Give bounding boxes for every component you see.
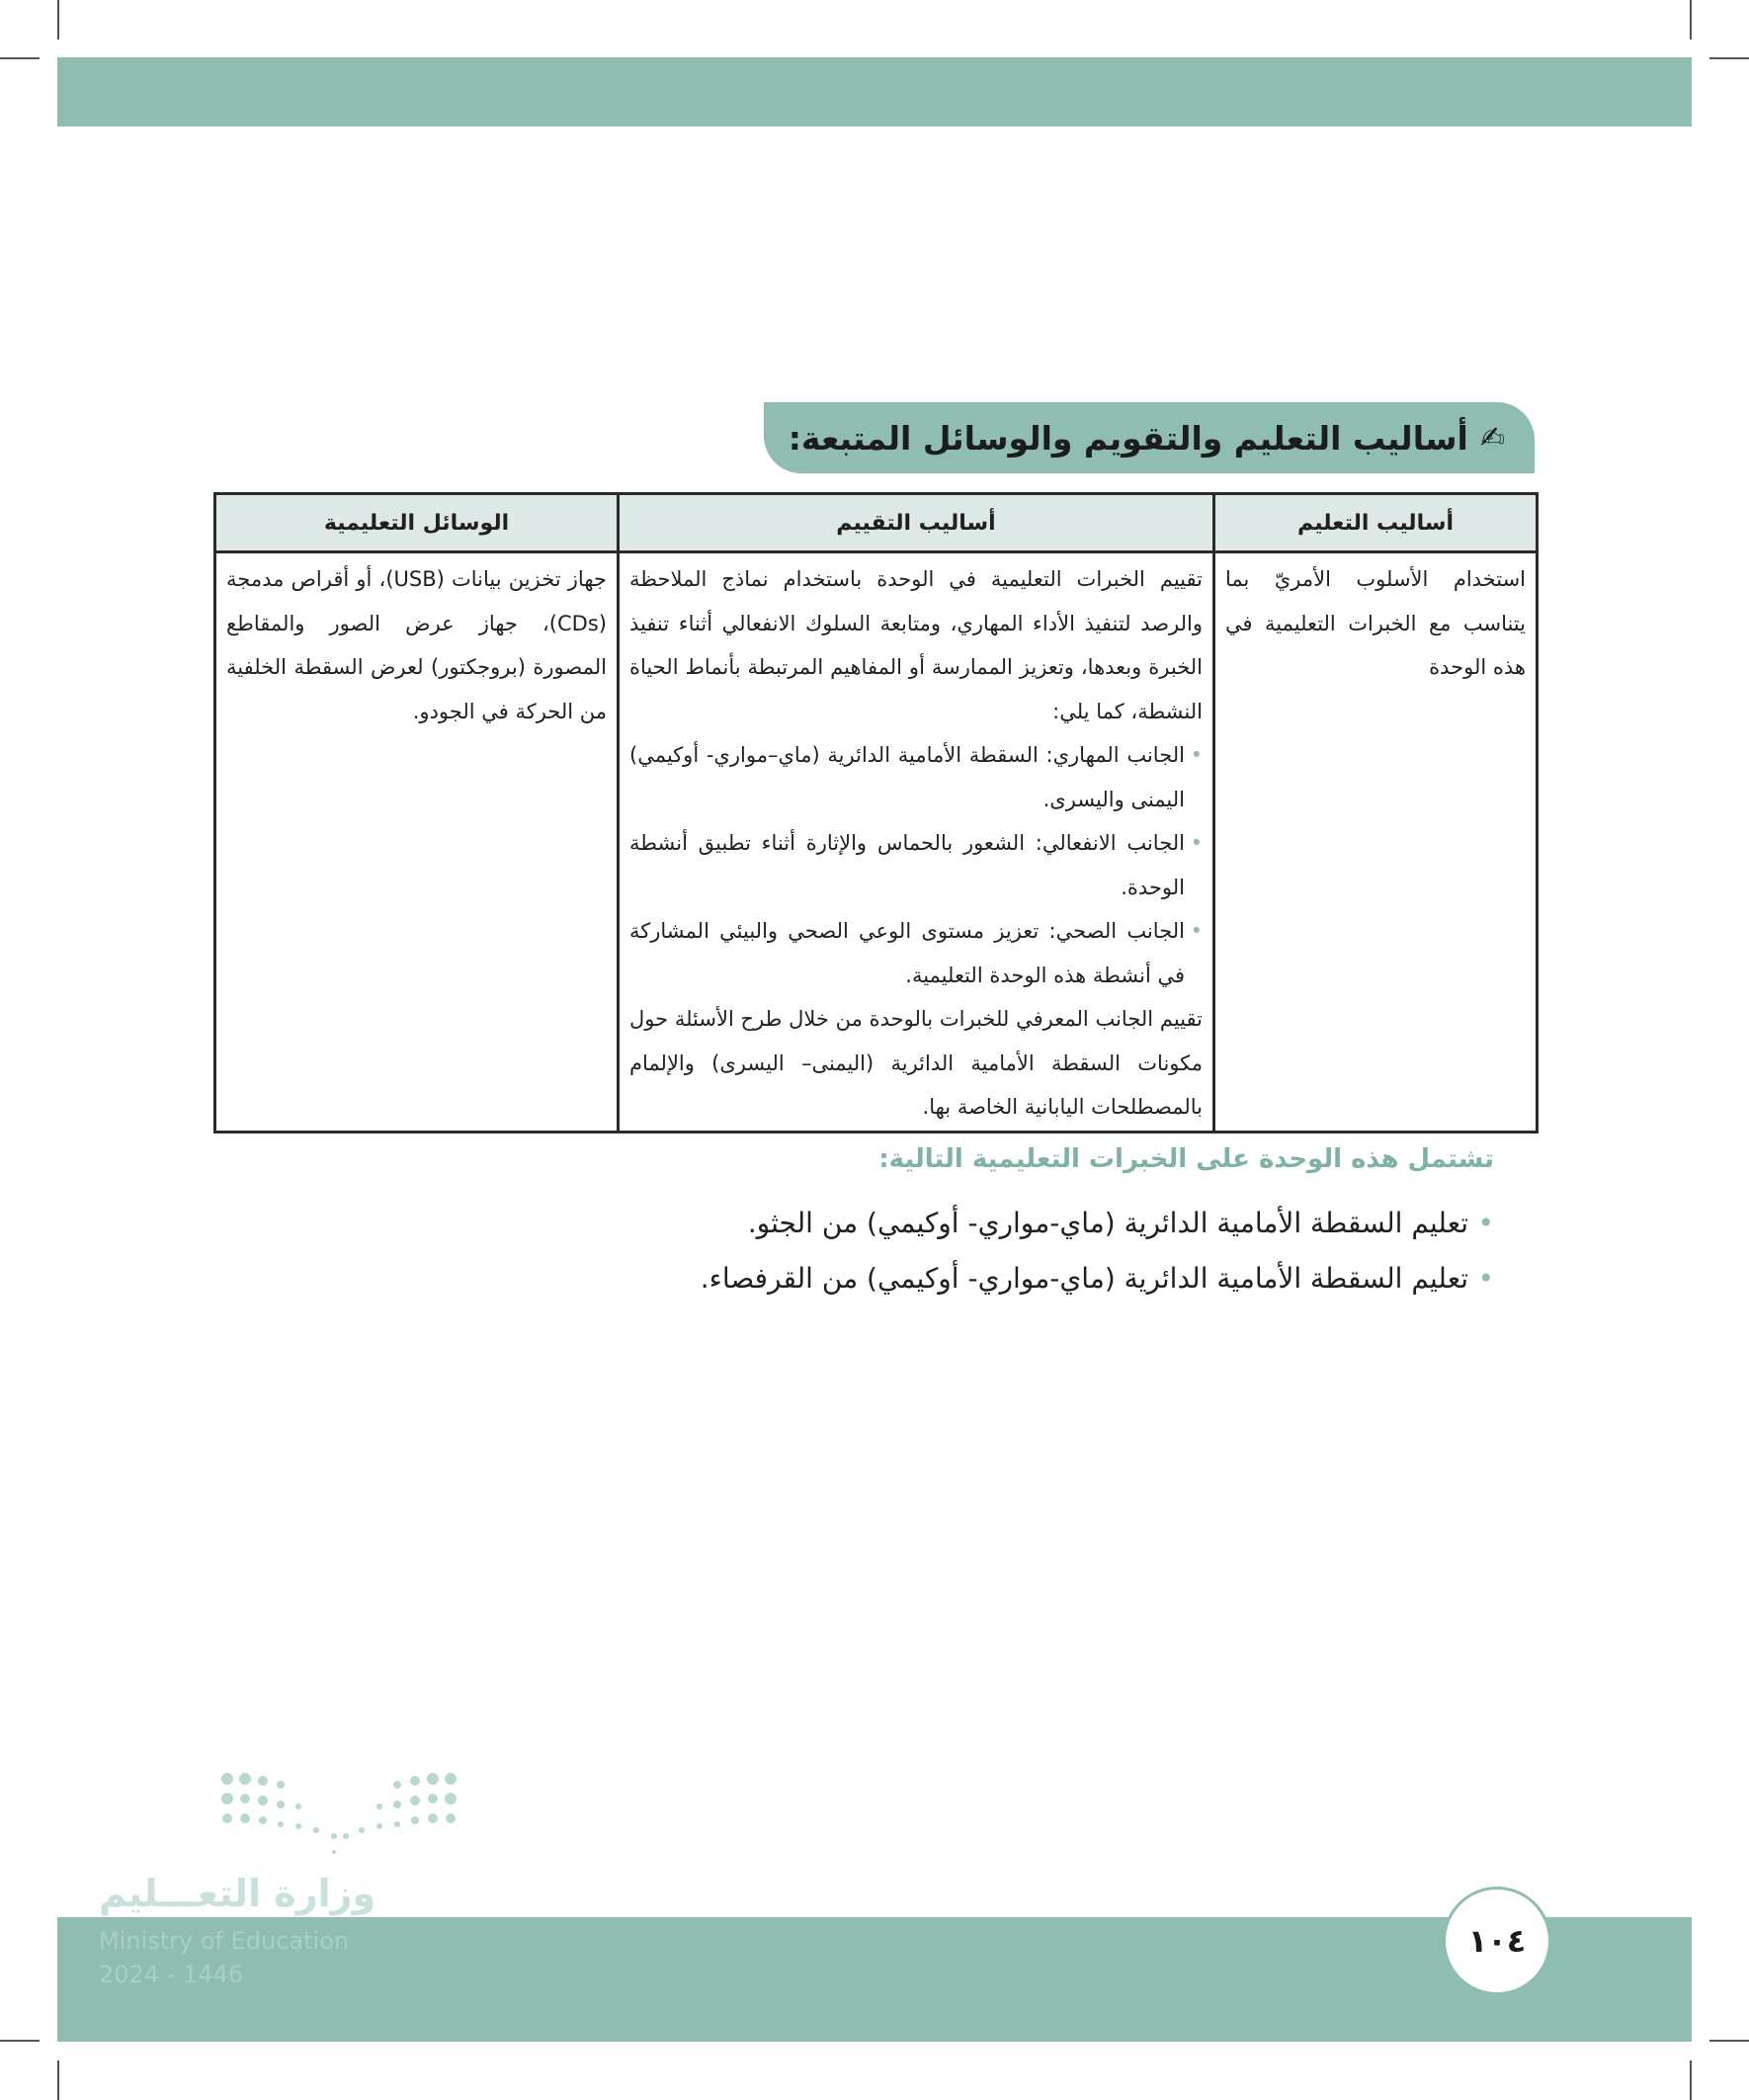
experiences-list: [701, 1196, 1494, 1306]
list-item: • الجانب المهاري: السقطة الأمامية الدائرية (ماي–مواري- أوكيمي) اليمنى واليسرى.: [629, 733, 1203, 821]
methods-table: [213, 492, 1539, 1134]
list-item: • الجانب الانفعالي: الشعور بالحماس والإثارة أثناء تطبيق أنشطة الوحدة.: [629, 821, 1203, 909]
list-item: • الجانب الصحي: تعزيز مستوى الوعي الصحي والبيئي المشاركة في أنشطة هذه الوحدة التعليمية.: [629, 909, 1203, 997]
header-teaching-aids: الوسائل التعليمية: [215, 494, 619, 552]
list-item: • تعليم السقطة الأمامية الدائرية (ماي-مواري- أوكيمي) من الجثو.: [701, 1196, 1494, 1251]
header-assessment-methods: أساليب التقييم: [619, 494, 1214, 552]
crop-mark: [1690, 0, 1692, 40]
table-row: [215, 552, 1538, 1133]
section-heading: [764, 402, 1535, 473]
cell-assessment-methods: [619, 552, 1214, 1133]
ministry-logo-icon: [215, 1771, 462, 1858]
page-number: ١٠٤: [1443, 1887, 1551, 1995]
assessment-intro: تقييم الخبرات التعليمية في الوحدة باستخدام نماذج الملاحظة والرصد لتنفيذ الأداء المهاري، ومتابعة السلوك الانفعالي أثناء تنفيذ الخبرة وبعدها، وتعزيز الممارسة أو المفاهيم المرتبطة بأنماط الحياة النشطة، كما يلي:: [629, 567, 1203, 723]
ministry-logo-year: 2024 - 1446: [99, 1961, 244, 1988]
top-band: [57, 57, 1692, 126]
ministry-logo-arabic: وزارة التعـــليم: [99, 1872, 376, 1915]
pen-writing-icon: ✍: [1479, 420, 1505, 456]
crop-mark: [1709, 57, 1749, 59]
cell-teaching-aids: [215, 552, 619, 1133]
crop-mark: [1690, 2060, 1692, 2100]
cell-teaching-methods: [1214, 552, 1538, 1133]
section-title-text: أساليب التعليم والتقويم والوسائل المتبعة:: [788, 418, 1468, 458]
crop-mark: [57, 2060, 59, 2100]
crop-mark: [57, 0, 59, 40]
crop-mark: [0, 2040, 40, 2042]
assessment-bullet-list: [629, 733, 1203, 997]
crop-mark: [1709, 2040, 1749, 2042]
header-teaching-methods: أساليب التعليم: [1214, 494, 1538, 552]
crop-mark: [0, 57, 40, 59]
assessment-outro: تقييم الجانب المعرفي للخبرات بالوحدة من خلال طرح الأسئلة حول مكونات السقطة الأمامية الدائرية (اليمنى– اليسرى) والإلمام بالمصطلحات اليابانية الخاصة بها.: [629, 1007, 1203, 1119]
table-header-row: [215, 494, 1538, 552]
ministry-logo-english: Ministry of Education: [99, 1927, 350, 1955]
teaching-methods-text: استخدام الأسلوب الأمريّ بما يتناسب مع الخبرات التعليمية في هذه الوحدة: [1225, 567, 1526, 679]
list-item: • تعليم السقطة الأمامية الدائرية (ماي-مواري- أوكيمي) من القرفصاء.: [701, 1251, 1494, 1306]
experiences-title: تشتمل هذه الوحدة على الخبرات التعليمية التالية:: [878, 1144, 1494, 1174]
teaching-aids-text: جهاز تخزين بيانات (USB)، أو أقراص مدمجة (CDs)، جهاز عرض الصور والمقاطع المصورة (بروجكتور) لعرض السقطة الخلفية من الحركة في الجودو.: [226, 567, 607, 723]
